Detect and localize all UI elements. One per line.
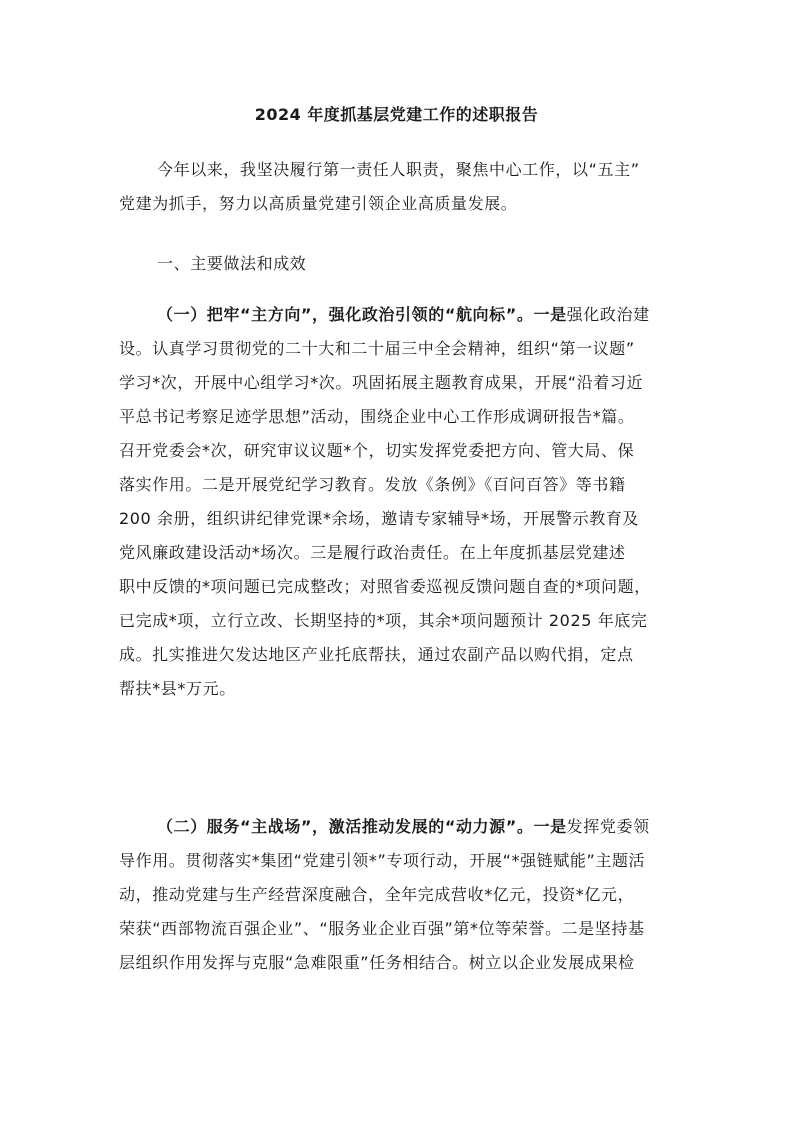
part1-lead-rest: 强化政治建	[566, 305, 650, 324]
paragraph-line: 党建为抓手，努力以高质量党建引领企业高质量发展。	[119, 194, 518, 213]
paragraph-line: 荣获“西部物流百强企业”、“服务业企业百强”第*位等荣誉。二是坚持基	[119, 919, 645, 938]
paragraph-line: 层组织作用发挥与克服“急难限重”任务相结合。树立以企业发展成果检	[119, 953, 635, 972]
paragraph-line: 帮扶*县*万元。	[119, 679, 236, 698]
part2-lead-bold: （二）服务“主战场”，激活推动发展的“动力源”。一是	[157, 817, 567, 836]
part1-lead-bold: （一）把牢“主方向”，强化政治引领的“航向标”。一是	[157, 305, 567, 324]
paragraph-line: 落实作用。二是开展党纪学习教育。发放《条例》《百问百答》等书籍	[119, 475, 626, 494]
paragraph-line: 学习*次，开展中心组学习*次。巩固拓展主题教育成果，开展“沿着习近	[119, 373, 644, 392]
paragraph-line: 召开党委会*次，研究审议议题*个，切实发挥党委把方向、管大局、保	[119, 441, 635, 460]
part2-lead-rest: 发挥党委领	[566, 817, 650, 836]
paragraph-line: 已完成*项，立行立改、长期坚持的*项，其余*项问题预计 2025 年底完	[119, 611, 648, 630]
paragraph-line: 设。认真学习贯彻党的二十大和二十届三中全会精神，组织“第一议题”	[119, 339, 635, 358]
part1-paragraph	[119, 298, 679, 706]
intro-paragraph	[119, 153, 679, 221]
section-heading: 一、主要做法和成效	[157, 254, 307, 273]
paragraph-line: 动，推动党建与生产经营深度融合，全年完成营收*亿元，投资*亿元，	[119, 885, 635, 904]
paragraph-line: 200 余册，组织讲纪律党课*余场，邀请专家辅导*场，开展警示教育及	[119, 509, 640, 528]
paragraph-line: 今年以来，我坚决履行第一责任人职责，聚焦中心工作，以“五主”	[157, 160, 640, 179]
page-title: 2024 年度抓基层党建工作的述职报告	[254, 105, 539, 124]
paragraph-lead-line	[119, 810, 679, 844]
paragraph-lead-line	[119, 298, 679, 332]
paragraph-line: 成。扎实推进欠发达地区产业托底帮扶，通过农副产品以购代捐，定点	[119, 645, 634, 664]
paragraph-line: 职中反馈的*项问题已完成整改；对照省委巡视反馈问题自查的*项问题，	[119, 577, 651, 596]
paragraph-line: 党风廉政建设活动*场次。三是履行政治责任。在上年度抓基层党建述	[119, 543, 626, 562]
paragraph-line: 平总书记考察足迹学思想”活动，围绕企业中心工作形成调研报告*篇。	[119, 407, 635, 426]
part2-paragraph	[119, 810, 679, 980]
paragraph-line: 导作用。贯彻落实*集团“党建引领*”专项行动，开展“*强链赋能”主题活	[119, 851, 646, 870]
